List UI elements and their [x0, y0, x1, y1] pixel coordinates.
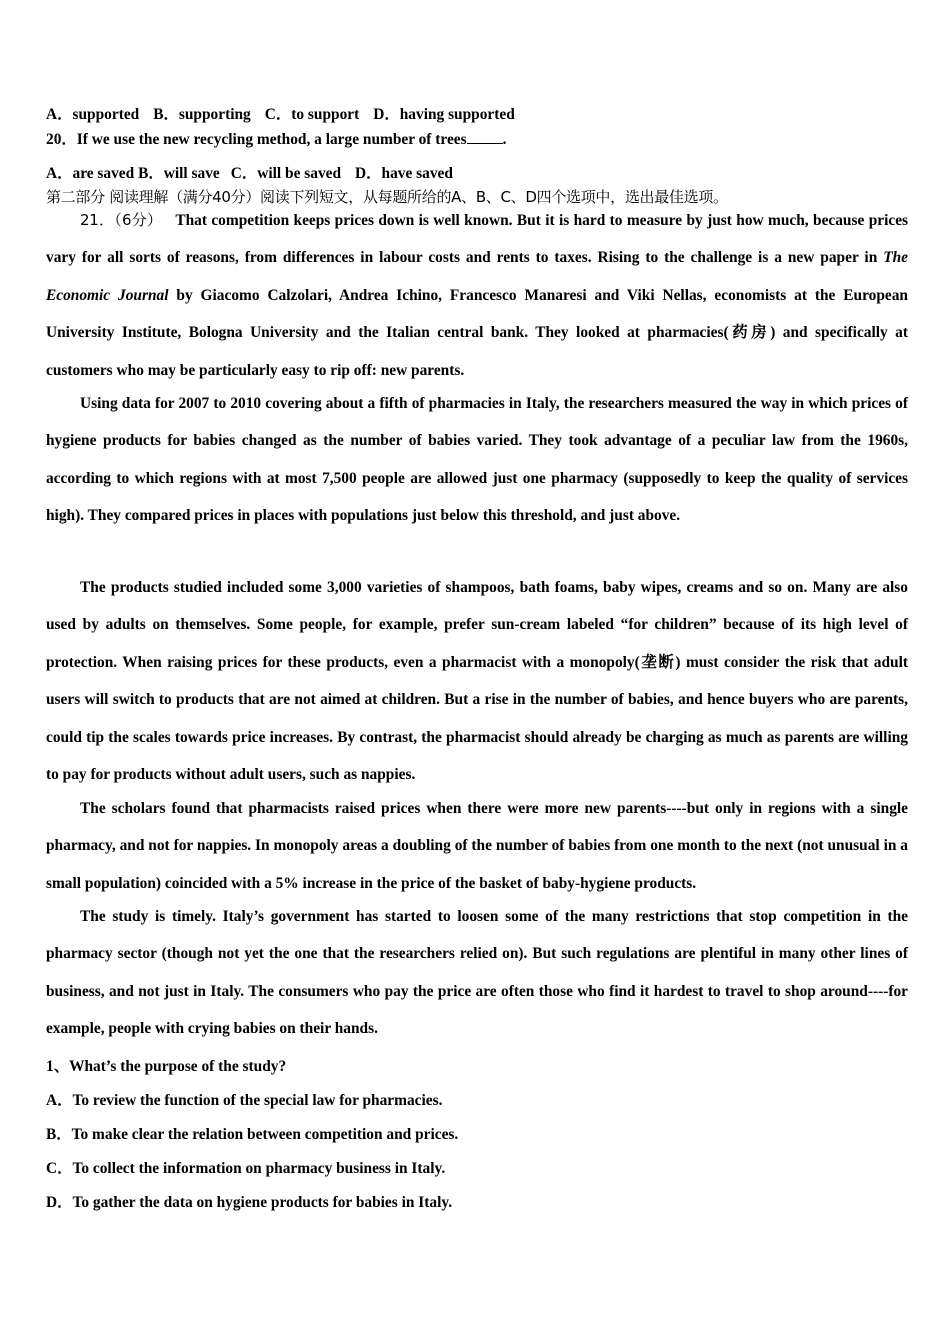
- question-1-option-b: B．To make clear the relation between competition and prices.: [46, 1126, 459, 1143]
- q20-option-b: B．will save: [138, 165, 220, 182]
- passage-paragraph-1: [46, 202, 908, 389]
- question-1-option-a: A．To review the function of the special law for pharmacies.: [46, 1092, 443, 1109]
- q19-option-d: D．having supported: [373, 106, 515, 123]
- question-1-option-c: C．To collect the information on pharmacy business in Italy.: [46, 1160, 446, 1177]
- passage-paragraph-2: Using data for 2007 to 2010 covering about a fifth of pharmacies in Italy, the researchers measured the way in which prices of hygiene products for babies changed as the number of babies varied. They took advantage of a peculiar law from the 1960s, according to which regions with at most 7,500 people are allowed just one pharmacy (supposedly to keep the quality of services high). They compared prices in places with populations just below this threshold, and just above.: [46, 395, 908, 525]
- section-header: 第二部分 阅读理解（满分40分）阅读下列短文，从每题所给的A、B、C、D四个选项中，选出最佳选项。: [46, 188, 728, 206]
- q19-option-c: C．to support: [264, 106, 360, 123]
- q19-options: [46, 102, 515, 124]
- answer-blank: [467, 129, 503, 144]
- passage-paragraph-4: The scholars found that pharmacists raised prices when there were more new parents----but only in regions with a single pharmacy, and not for nappies. In monopoly areas a doubling of the number of babies from one month to the next (not unusual in a small population) coincided with a 5% increase in the price of the basket of baby-hygiene products.: [46, 800, 908, 892]
- q19-option-b: B．supporting: [153, 106, 251, 123]
- question-1-option-d: D．To gather the data on hygiene products for babies in Italy.: [46, 1194, 453, 1211]
- question-1-stem: 1、What’s the purpose of the study?: [46, 1058, 287, 1075]
- journal-title: The Economic Journal: [46, 249, 908, 304]
- q20-option-c: C．will be saved: [230, 165, 342, 182]
- q20-stem: [46, 127, 506, 149]
- question-number: 21．（6分）: [80, 211, 163, 229]
- q20-stem-end: .: [502, 131, 507, 148]
- passage-paragraph-3: The products studied included some 3,000 varieties of shampoos, bath foams, baby wipes, creams and so on. Many are also used by adults on themselves. Some people, for example, prefer sun-cream labeled “for children” because of its high level of protection. When raising prices for these products, even a pharmacist with a monopoly(垄断) must consider the risk that adult users will switch to products that are not aimed at children. But a rise in the number of babies, and hence buyers who are parents, could tip the scales towards price increases. By contrast, the pharmacist should already be charging as much as parents are willing to pay for products without adult users, such as nappies.: [46, 579, 908, 784]
- passage-p1-start: That competition keeps prices down is well known. But it is hard to measure by just how much, because prices vary for all sorts of reasons, from differences in labour costs and rents to taxes. Rising to the challenge is a new paper in: [46, 212, 909, 267]
- passage-p1-end: by Giacomo Calzolari, Andrea Ichino, Francesco Manaresi and Viki Nellas, economists at the European University Institute, Bologna University and the Italian central bank. They looked at pharmacies(药房) and specifically at customers who may be particularly easy to rip off: new parents.: [46, 286, 908, 379]
- q20-option-a: A．are saved: [46, 165, 135, 182]
- q20-stem-text: 20．If we use the new recycling method, a large number of trees: [46, 131, 467, 148]
- passage-paragraph-5: The study is timely. Italy’s government has started to loosen some of the many restrictions that stop competition in the pharmacy sector (though not yet the one that the researchers relied on). But such regulations are plentiful in many other lines of business, and not just in Italy. The consumers who pay the price are often those who find it hardest to travel to shop around----for example, people with crying babies on their hands.: [46, 908, 908, 1038]
- q20-option-d: D．have saved: [355, 165, 453, 182]
- q20-options: [46, 161, 453, 183]
- q19-option-a: A．supported: [46, 106, 140, 123]
